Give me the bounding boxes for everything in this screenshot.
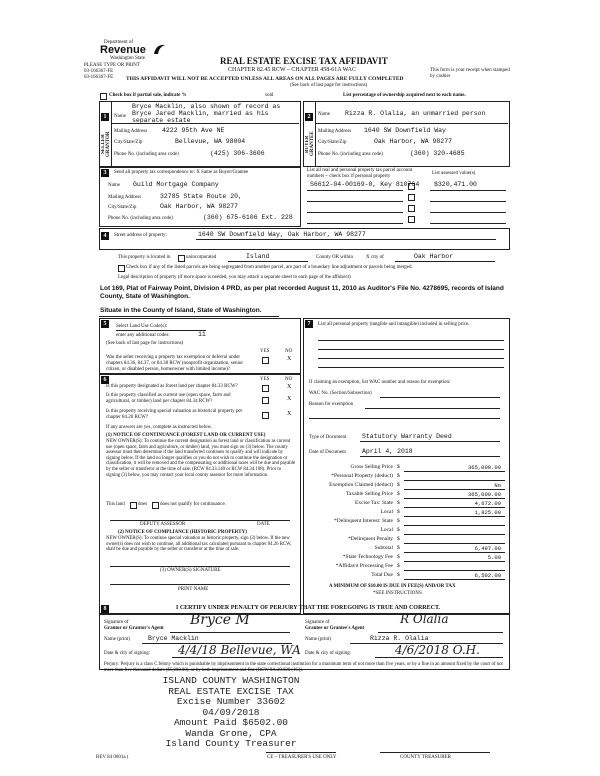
tax-row-dollar: $ [397,518,400,524]
forest-yes-checkbox[interactable] [262,385,269,392]
tax-row [309,472,505,481]
continuance-title: (1) NOTICE OF CONTINUANCE (FOREST LAND OR CURRENT USE) [106,433,266,438]
section-8-number: 8 [101,605,109,613]
rule [110,566,290,567]
doc-type-label: Type of Document [309,435,347,440]
unincorporated-label: unincorporated [186,255,217,260]
tax-corr-city-value[interactable]: Oak Harbor, WA 98277 [160,203,239,210]
stamp-line-4: 04/09/2018 [202,706,260,718]
receipt-note: This form is your receipt when stamped by cashier [430,68,510,79]
parcel-line [307,190,403,191]
section-5-number: 5 [101,320,109,328]
rule [172,657,292,658]
section-2-number: 2 [305,113,313,121]
tax-row [309,499,505,508]
doc-date-label: Date of Document [309,450,346,455]
buyer-city-label: City/State/Zip [318,140,347,145]
current-use-yes-checkbox[interactable] [262,397,269,404]
does-label: does [138,502,148,507]
stamp-line-2: REAL ESTATE EXCISE TAX [168,685,294,697]
seller-mailing-value[interactable]: 4222 95th Ave NE [162,127,225,134]
current-use-question: Is this property classified as current use (open space, farm and agricultural, or timber) land per chapter 84.34 RCW? [106,393,231,404]
tax-row-value[interactable]: 4,672.00 [474,500,501,507]
rule [318,367,504,368]
partial-sold-label: sold [265,93,274,98]
tax-row-dollar: $ [397,536,400,542]
tax-row-label: *Personal Property (deduct) [331,473,393,479]
tax-corr-phone-label: Phone No. (including area code) [108,216,173,221]
located-in-label: This property is located in [118,255,171,260]
tax-row [309,553,505,562]
value-line [430,212,506,213]
tax-corr-city-label: City/State/Zip [108,205,137,210]
section-4-number: 4 [101,232,109,240]
boundary-note: Check box if any of the listed parcels are being segregated from another parcel, are part of a boundary line adjustment or parcels being merged. [126,265,413,270]
tax-row [309,481,505,490]
grantor-name-label: Name (print) [104,637,130,642]
section-6-number: 6 [101,376,109,384]
does-not-checkbox[interactable] [152,502,159,509]
rule [365,408,500,409]
minimum-fee-note: A MINIMUM OF $10.00 IS DUE IN FEE(S) AND/OR TAX [329,584,456,589]
seller-side-label: SELLER GRANTOR [101,131,111,157]
doc-date-value[interactable]: April 4, 2018 [362,448,413,455]
stamp-line-1: ISLAND COUNTY WASHINGTON [162,675,300,686]
dept-line3: Washington State [110,56,146,61]
wac-label: WAC No. (Section/Subsection) [309,391,372,396]
tax-row-label: Total Due [371,572,393,578]
historic-notice-title: (2) NOTICE OF COMPLIANCE (HISTORIC PROPERTY) [118,530,247,535]
form-warning: THIS AFFIDAVIT WILL NOT BE ACCEPTED UNLESS ALL AREAS ON ALL PAGES ARE FULLY COMPLETED [126,76,404,82]
tax-row-label: *Delinquent Penalty [347,536,393,542]
rule [111,123,299,124]
land-use-code[interactable]: 11 [198,331,206,338]
if-yes-note: If any answers are yes, complete as instructed below. [106,425,213,430]
grantee-sig-label2: Grantee or Grantee's Agent [305,626,365,631]
section-1-number: 1 [101,113,109,121]
tax-row-label: Taxable Selling Price [346,491,393,497]
does-not-label: does not qualify for continuance. [160,502,226,507]
revenue-swoosh-icon [152,42,166,56]
grantor-name-value[interactable]: Bryce Macklin [148,635,199,642]
buyer-mailing-value[interactable]: 1640 SW Downfield Way [364,127,446,134]
tax-row-value[interactable]: 365,000.00 [467,491,501,498]
city-of-label: X city of [366,255,384,260]
assessor-date-label: DATE [257,522,270,527]
parcel-line [307,212,403,213]
deputy-assessor-label: DEPUTY ASSESSOR [140,522,186,527]
stamp-line-5: Amount Paid $6502.00 [173,717,289,728]
partial-sale-label: Check box if partial sale, indicate % [109,93,187,98]
tax-corr-mailing-label: Mailing Address [108,195,142,200]
tax-row-value[interactable]: 5.00 [487,554,501,561]
seller-mailing-label: Mailing Address [114,129,148,134]
unincorporated-checkbox[interactable] [178,255,185,262]
assessed-header: List assessed value(s) [432,171,476,176]
street-address-value[interactable]: 1640 SW Downfield Way, Oak Harbor, WA 98277 [198,231,366,238]
tax-row-dollar: $ [397,482,400,488]
reason-label: Reason for exemption [309,402,354,407]
rule [360,441,500,442]
forest-question: Is this property designated as forest land per chapter 84.33 RCW? [106,384,238,389]
does-checkbox[interactable] [130,502,137,509]
rule [196,239,496,240]
tax-row [309,517,505,526]
grantee-date-city-label: Date & city of signing: [305,651,352,656]
tax-row-dollar: $ [397,554,400,560]
see-back-note: (See back of last page for instructions) [290,83,368,88]
dept-name: Revenue [100,44,146,56]
grantor-date-city-label: Date & city of signing: [104,651,151,656]
tax-row-label: *Delinquent Interest: State [334,518,393,524]
tax-row-dollar: $ [397,563,400,569]
tax-row-value[interactable]: 365,000.00 [467,464,501,471]
rule [116,330,206,331]
rule [318,340,504,341]
street-address-label: Street address of property: [114,233,167,238]
tax-row [309,508,505,517]
tax-corr-name-value[interactable]: Guild Mortgage Company [133,181,219,188]
tax-row-label: Excise Tax: State [354,500,393,506]
seller-name-label: Name [114,114,126,119]
exemption-claim-label: If claiming an exemption, list WAC number and reason for exemption: [309,380,451,385]
stamp-line-7: Island County Treasurer [165,738,297,749]
buyer-phone-label: Phone No. (including area code) [318,152,383,157]
rule [360,456,500,457]
grantee-signature[interactable]: R Olalia [400,612,449,626]
perjury-text: Perjury: Perjury is a class C felony which is punishable by imprisonment in the state correctional institution for a maximum term of not more than five years, or by a fine in an amount fixed by the court of not more than five thousand dollars ($5,000.00), or by both imprisonment and fine (RCW 9A.20.020 (1C)). [104,662,503,673]
historic-question: Is this property receiving special valuation as historical property per chapter 84.26 RCW? [106,409,243,420]
rule [110,520,290,521]
tax-row-dollar: $ [397,464,400,470]
rule [380,397,500,398]
city-value[interactable]: Oak Harbor [414,253,454,260]
parcel-number-1[interactable]: S6612-04-00169-0, Key 810764 [310,181,420,188]
rule [375,657,503,658]
grantee-date-city-value[interactable]: 4/6/2018 O.H. [395,643,480,657]
tax-row [309,490,505,499]
tax-row [309,544,505,553]
personal-property-label: List all personal property (tangible and intangible) included in selling price. [318,322,470,327]
grantor-date-city-value[interactable]: 4/4/18 Bellevue, WA [178,643,301,657]
tax-row [309,526,505,535]
exemption-yes-checkbox[interactable] [262,357,269,364]
tax-row-value[interactable]: No [494,482,501,489]
ref-number-1: 03-166367-FE [84,69,114,74]
tax-row-dollar: $ [397,545,400,551]
tax-row-value[interactable]: 6,497.00 [474,545,501,552]
tax-row-dollar: $ [397,491,400,497]
rule [380,752,490,753]
tax-row-value[interactable]: 1,825.00 [474,509,501,516]
personal-property-checkbox[interactable] [408,216,415,223]
print-name-label: PRINT NAME [178,587,209,592]
seller-phone-label: Phone No. (including area code) [114,152,179,157]
parcel-line [307,223,403,224]
parcel-header: List all real and personal property tax parcel account numbers – check box if personal property [307,168,413,179]
buyer-name-value[interactable]: Rizza R. Olalia, an unmarried person [345,110,486,117]
rule [170,632,290,633]
rule [395,261,495,262]
tax-row-label: Local [380,527,393,533]
tax-row-dollar: $ [397,509,400,515]
tax-row [309,463,505,472]
assessed-value-1[interactable]: $320,471.00 [434,181,477,188]
tax-row [309,535,505,544]
form-title: REAL ESTATE EXCISE TAX AFFIDAVIT [220,56,388,66]
seller-city-label: City/State/Zip [114,140,143,145]
historic-no-mark[interactable]: X [287,411,292,417]
forest-no-mark[interactable]: X [287,384,292,390]
rule [110,584,290,585]
county-label: County OR within [316,255,353,260]
grantor-sig-label1: Signature of [104,620,129,625]
current-use-no-mark[interactable]: X [287,396,292,402]
tax-row [309,562,505,571]
ownership-note: List percentage of ownership acquired next to each name. [343,93,466,98]
tax-row-label: Subtotal [374,545,393,551]
tax-row [309,571,505,580]
seller-divider [111,101,112,166]
rule [315,123,508,124]
grantee-sig-label1: Signature of [305,620,330,625]
tax-row-value[interactable]: 6,502.00 [474,572,501,579]
county-value[interactable]: Island [246,253,270,260]
tax-row-line [404,579,505,580]
seller-phone-value[interactable]: (425) 306-3606 [210,150,265,157]
see-instructions: *SEE INSTRUCTIONS [373,591,422,596]
yes-header-6: YES [260,377,270,382]
additional-codes-label: enter any additional codes: [116,333,170,338]
tax-row-label: *Affidavit Processing Fee [335,563,393,569]
land-use-label: Select Land Use Code(s): [116,324,168,329]
grantor-sig-label2: Grantor or Grantor's Agent [104,626,164,631]
treasurer-use-only: CE – TREASURER'S USE ONLY [267,755,337,760]
tax-row-label: Gross Selling Price [350,464,393,470]
rule [318,349,504,350]
owner-signature-label: (3) OWNER(S) SIGNATURE [160,568,221,573]
this-land-label: This land [106,502,125,507]
rule [318,358,504,359]
partial-sale-checkbox[interactable] [100,93,107,100]
seller-city-value[interactable]: Bellevue, WA 98004 [175,138,246,145]
buyer-city-value[interactable]: Oak Harbor, WA 98277 [374,138,453,145]
boundary-checkbox[interactable] [118,265,125,272]
legal-description-note: Legal description of property (if more space is needed, you may attach a separate sheet to each page of the affidavit) [118,275,351,280]
exemption-no-mark[interactable]: X [287,356,292,362]
stamp-line-3: Excise Number 33602 [176,696,286,707]
buyer-mailing-label: Mailing Address [318,129,352,134]
rule [266,752,336,753]
section-7-number: 7 [305,320,313,328]
grantee-name-label: Name (print) [305,637,331,642]
buyer-side-label: BUYER GRANTEE [305,131,315,157]
value-line [430,201,506,202]
parcel-line [307,201,403,202]
tax-row-dollar: $ [397,572,400,578]
seller-name-value[interactable]: Bryce Macklin, also shown of record as Bryce Jared Macklin, married as his separate estate [132,103,281,124]
tax-row-label: *State Technology Fee [342,554,393,560]
rev-number: REV 84 0001a ( [96,755,129,760]
buyer-phone-value[interactable]: (360) 320-4685 [410,150,465,157]
rule [228,261,308,262]
doc-type-value[interactable]: Statutory Warranty Deed [362,433,452,440]
grantee-name-value[interactable]: Rizza R. Olalia [370,635,429,642]
tax-corr-name-label: Name [108,183,120,188]
please-type: PLEASE TYPE OR PRINT [84,63,140,68]
historic-yes-checkbox[interactable] [262,412,269,419]
situate-text[interactable]: Situate in the County of Island, State of Washington. [100,307,262,314]
treasurer-stamp [146,676,316,750]
value-line [430,223,506,224]
buyer-name-label: Name [318,112,330,117]
personal-property-checkbox[interactable] [408,205,415,212]
land-use-see-back: (See back of last page for instructions) [106,341,184,346]
tax-row-dollar: $ [397,473,400,479]
continuance-text: NEW OWNER(S): To continue the current designation as forest land or classification as current use (open space, farm and agriculture, or timber) land, you must sign on (3) below. The county assessor must then determine if the land transferred continues to qualify and will indicate by signing below. If the land no longer qualifies or you do not wish to continue the designation or classification, it will be removed and the compensating or additional taxes will be due and payable by the seller or transferor at the time of sale. (RCW 84.33.140 or RCW 84.34.108). Prior to signing (3) below, you may contact your local county assessor for more information. [106,439,296,478]
tax-corr-mailing-value[interactable]: 32785 State Route 20, [160,193,242,200]
tax-row-dollar: $ [397,500,400,506]
form-chapter: CHAPTER 82.45 RCW – CHAPTER 458-61A WAC [228,67,356,73]
no-header-5: NO [285,349,293,354]
tax-row-label: Exemption Claimed (deduct) [329,482,393,488]
legal-description[interactable]: Lot 169, Plat of Fairway Point, Division 4 PRD, as per plat recorded August 11, 2010 as Auditor's File No. 4278695, records of Island County, State of Washington. [100,285,504,300]
yes-header-5: YES [260,349,270,354]
personal-property-checkbox[interactable] [408,183,415,190]
value-line [430,190,506,191]
rule [309,418,500,419]
tax-row-dollar: $ [397,527,400,533]
grantor-signature[interactable]: Bryce M [190,612,250,628]
historic-notice-text: NEW OWNER(S): To continue special valuation as historic property, sign (3) below. If the new owner(s) does not wish to continue, all additional tax calculated pursuant to chapter 84.26 RCW, shall be due and payable by the seller or transferor at the time of sale. [106,536,292,553]
no-header-6: NO [285,377,293,382]
personal-property-checkbox[interactable] [408,194,415,201]
stamp-line-6: Wanda Grone, CPA [185,727,277,739]
tax-corr-phone-value[interactable]: (360) 675-6106 Ext. 228 [203,214,293,221]
tax-row-label: Local [380,509,393,515]
buyer-divider [315,101,316,166]
dept-line1: Department of [104,40,134,45]
county-treasurer-label: COUNTY TREASURER [400,755,451,760]
certify-text: I CERTIFY UNDER PENALTY OF PERJURY THAT THE FOREGOING IS TRUE AND CORRECT. [176,605,441,611]
exemption-question: Was the seller receiving a property tax exemption or deferral under chapters 84.36, 84.37, or 84.38 RCW (nonprofit organization, senior citizen, or disabled person, homeowner with limited income)? [106,355,244,372]
section-3-number: 3 [101,169,109,177]
tax-corr-label: Send all property tax correspondence to: X Same as Buyer/Grantee [114,170,249,175]
rule [99,316,279,317]
ref-number-2: 03-166367-FE [84,75,114,80]
rule [378,632,503,633]
